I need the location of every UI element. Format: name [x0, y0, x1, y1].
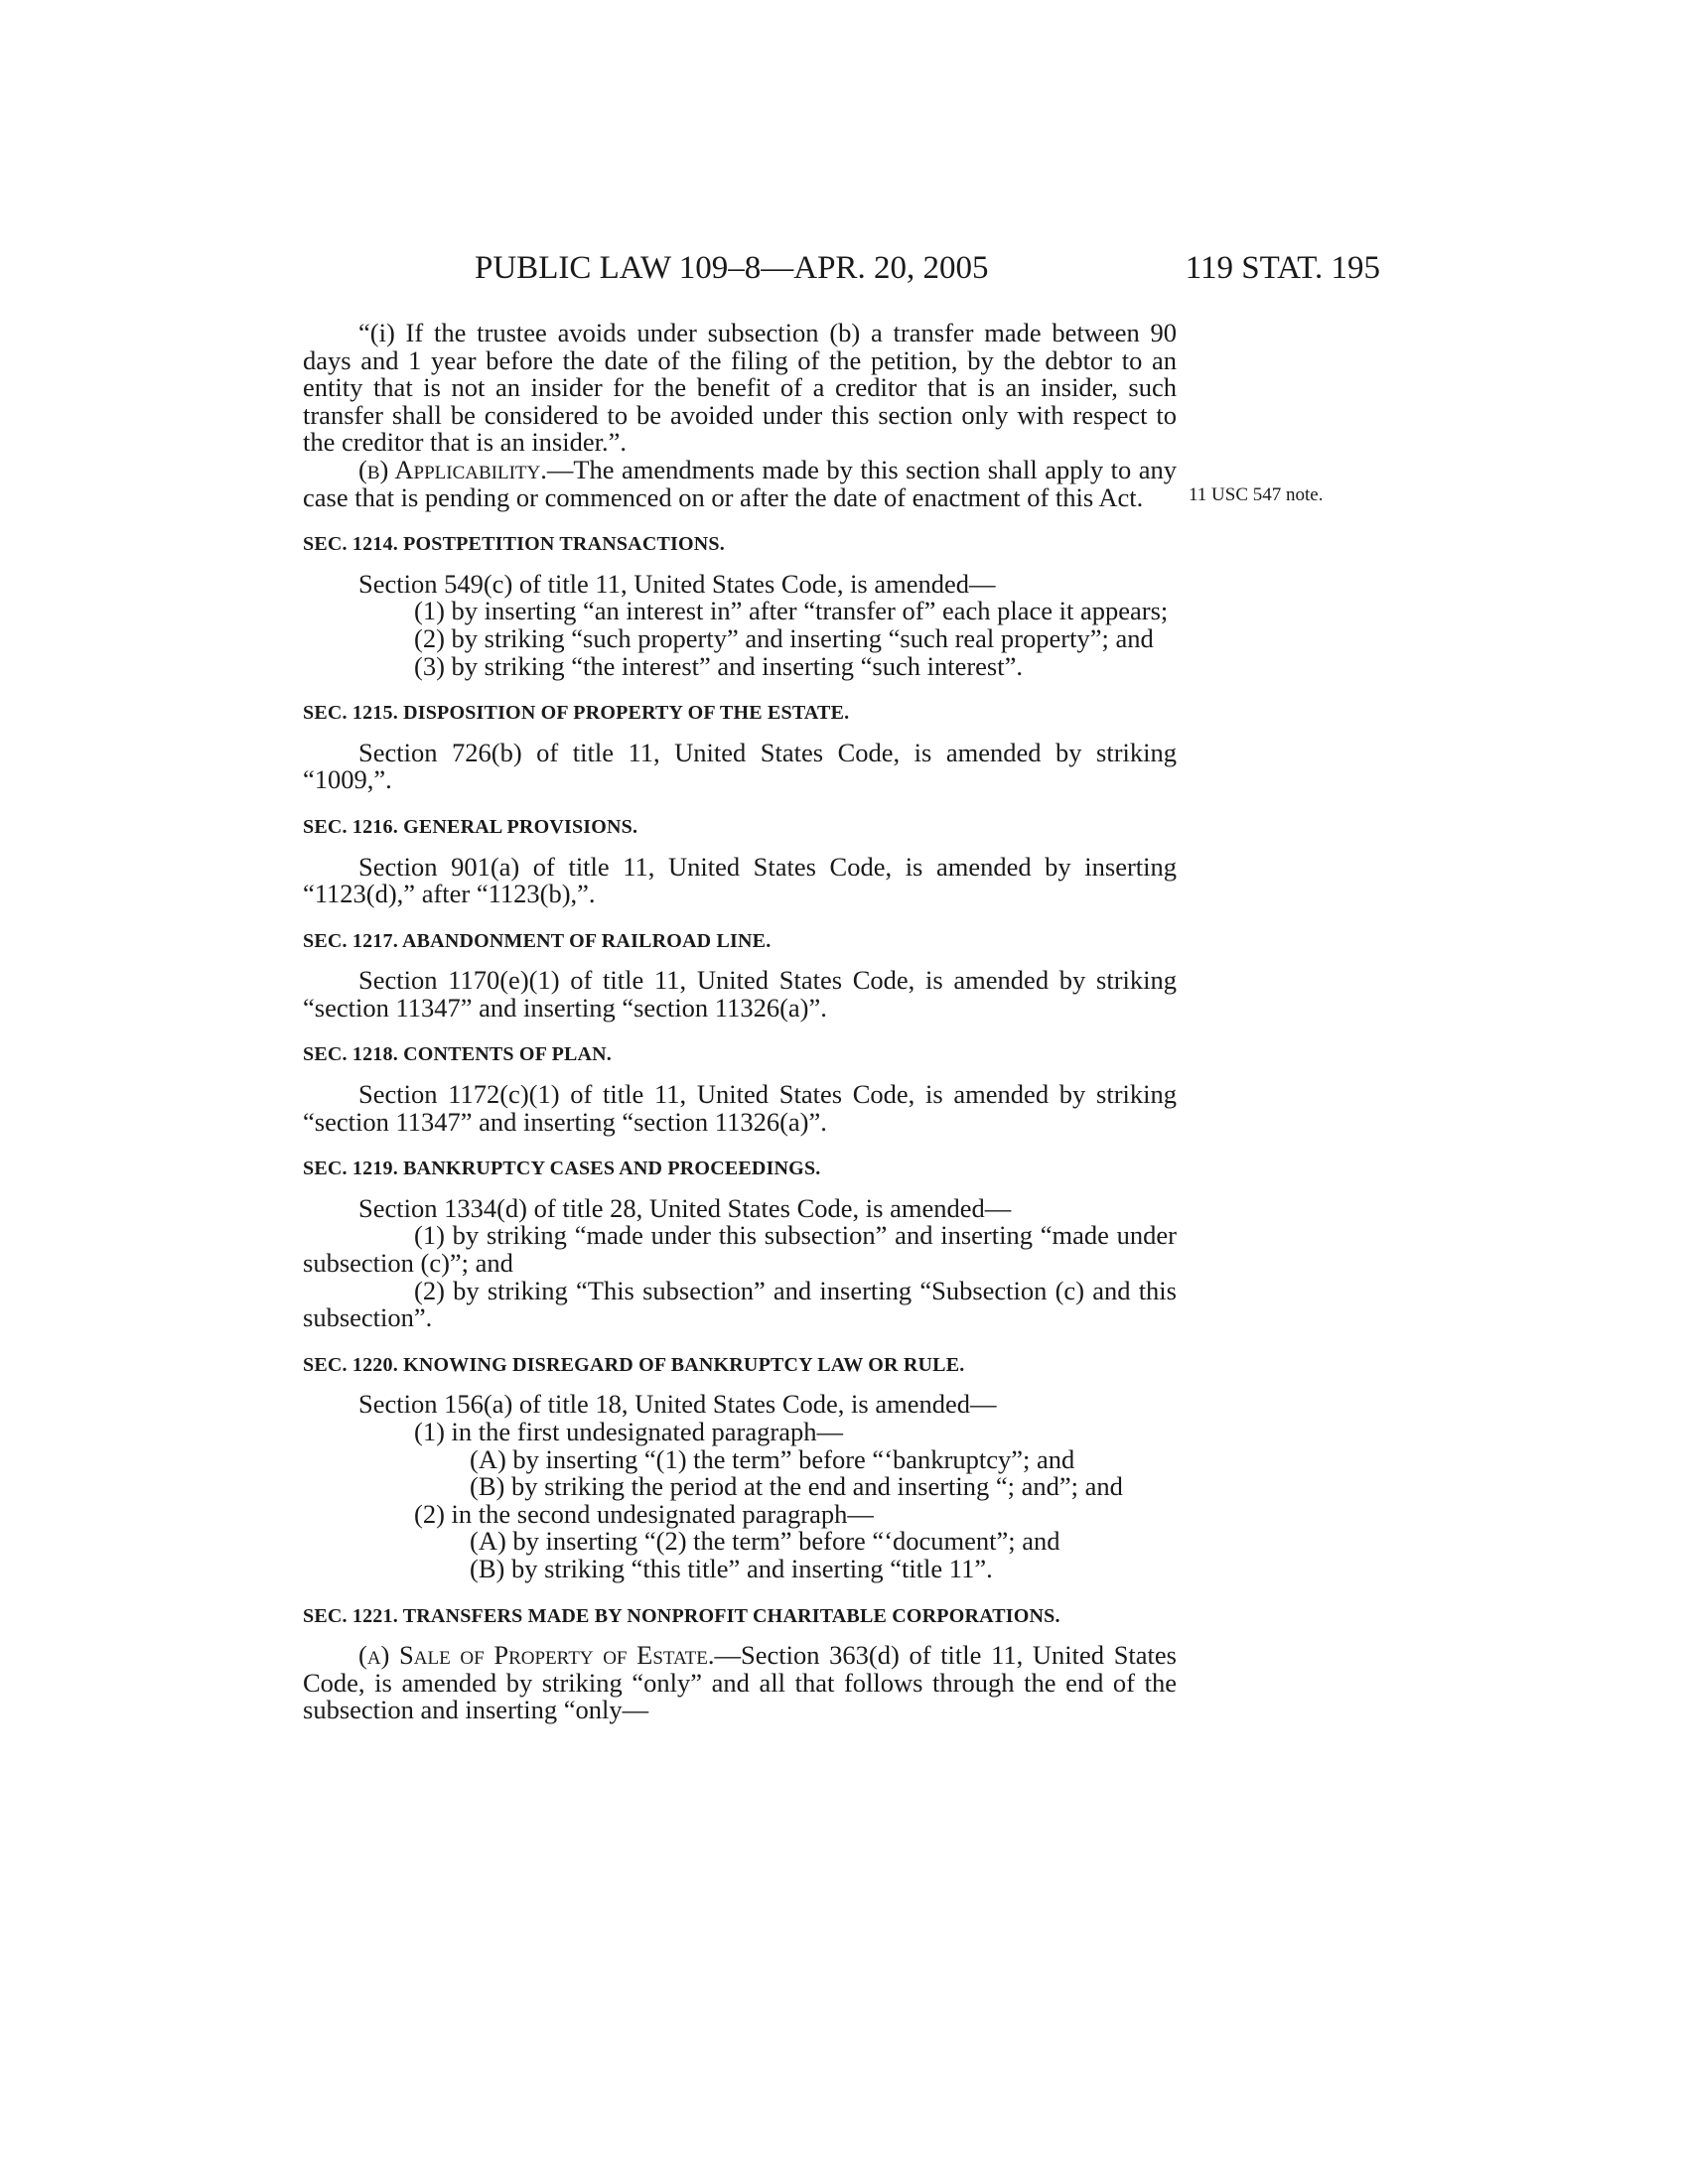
section-text: (2) by striking “This subsection” and inserting “Subsection (c) and this subsection”. — [303, 1275, 1177, 1333]
section-text: (3) by striking “the interest” and inserting “such interest”. — [414, 650, 1023, 681]
section-text: Section 1170(e)(1) of title 11, United States Code, is amended by striking “section 11347” and inserting “section 11326(a)”. — [303, 965, 1177, 1023]
section-heading: SEC. 1217. ABANDONMENT OF RAILROAD LINE. — [303, 929, 772, 952]
sale-of-property-label: (a) Sale of Property of Estate — [358, 1640, 708, 1671]
sale-of-property-text: .—Section 363(d) of title 11, United States Code, is amended by striking “only” and all that follows through the end of the subsection and inserting “only— — [303, 1640, 1177, 1725]
applicability-label: (b) Applicability — [358, 454, 541, 484]
section-text: (A) by inserting “(1) the term” before “‘bankruptcy”; and — [470, 1443, 1075, 1474]
section-text: (1) by striking “made under this subsection” and inserting “made under subsection (c)”; and — [303, 1220, 1177, 1279]
applicability-paragraph — [303, 454, 1178, 512]
sale-of-property-paragraph — [303, 1642, 1177, 1724]
section-heading: SEC. 1216. GENERAL PROVISIONS. — [303, 815, 638, 838]
section-heading: SEC. 1214. POSTPETITION TRANSACTIONS. — [303, 533, 725, 556]
section-heading: SEC. 1220. KNOWING DISREGARD OF BANKRUPTCY LAW OR RULE. — [303, 1353, 965, 1376]
section-heading: SEC. 1219. BANKRUPTCY CASES AND PROCEEDINGS. — [303, 1158, 821, 1180]
section-text: (B) by striking “this title” and inserting “title 11”. — [470, 1553, 993, 1583]
section-text: Section 549(c) of title 11, United States Code, is amended— — [358, 568, 996, 599]
law-title: PUBLIC LAW 109–8—APR. 20, 2005 — [475, 250, 989, 286]
section-text: (2) in the second undesignated paragraph— — [414, 1498, 874, 1529]
section-text: Section 726(b) of title 11, United States Code, is amended by striking “1009,”. — [303, 737, 1177, 795]
section-text: (1) in the first undesignated paragraph— — [414, 1417, 843, 1446]
section-heading: SEC. 1218. CONTENTS OF PLAN. — [303, 1043, 613, 1066]
document-body — [303, 320, 1177, 1724]
section-text: (A) by inserting “(2) the term” before “‘document”; and — [470, 1526, 1060, 1557]
margin-note: 11 USC 547 note. — [1189, 484, 1324, 505]
page-header — [298, 250, 1380, 290]
section-heading: SEC. 1221. TRANSFERS MADE BY NONPROFIT CHARITABLE CORPORATIONS. — [303, 1604, 1060, 1627]
section-text: (1) by inserting “an interest in” after “transfer of” each place it appears; — [414, 596, 1169, 626]
section-text: Section 1172(c)(1) of title 11, United States Code, is amended by striking “section 11347” and inserting “section 11326(a)”. — [303, 1079, 1177, 1137]
quoted-paragraph-i: “(i) If the trustee avoids under subsection (b) a transfer made between 90 days and 1 year before the date of the filing of the petition, by the debtor to an entity that is not an insider for the benefit of a creditor that is an insider, such transfer shall be considered to be avoided under this section only with respect to the creditor that is an insider.”. — [303, 318, 1177, 458]
section-text: (B) by striking the period at the end and inserting “; and”; and — [470, 1471, 1123, 1502]
section-text: Section 1334(d) of title 28, United States Code, is amended— — [358, 1192, 1012, 1223]
statute-page-number: 119 STAT. 195 — [1185, 250, 1380, 286]
section-heading: SEC. 1215. DISPOSITION OF PROPERTY OF THE ESTATE. — [303, 702, 850, 725]
section-text: Section 156(a) of title 18, United States Code, is amended— — [358, 1389, 997, 1420]
section-text: (2) by striking “such property” and inserting “such real property”; and — [414, 622, 1154, 653]
section-text: Section 901(a) of title 11, United States Code, is amended by inserting “1123(d),” after “1123(b),”. — [303, 851, 1177, 909]
applicability-text: .—The amendments made by this section shall apply to any case that is pending or commenced on or after the date of enactment of this Act. — [303, 454, 1178, 512]
